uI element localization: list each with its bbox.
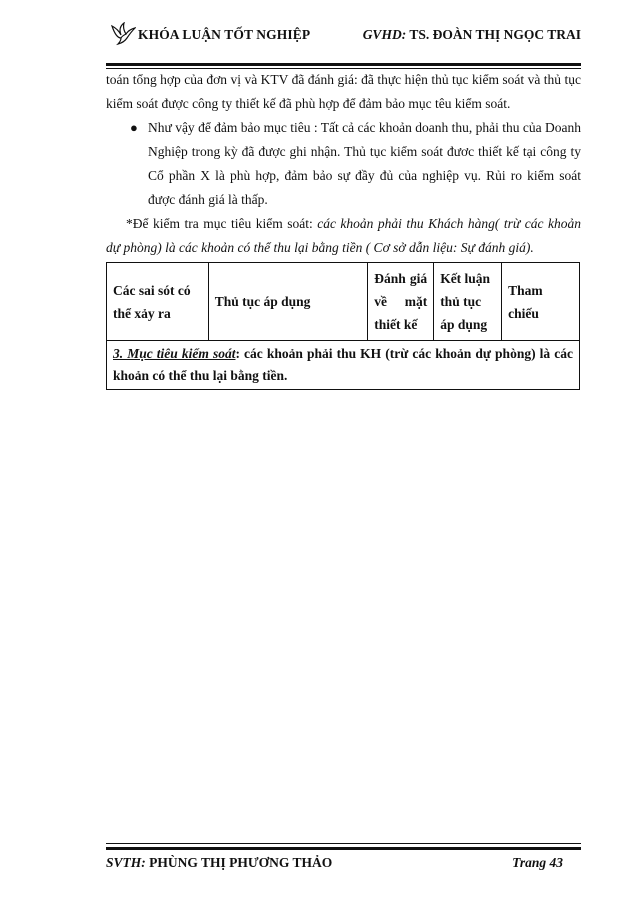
footer-rule-thick xyxy=(106,847,581,850)
note-italic: các khoản phải thu Khách hàng( trừ các khoản dự phòng) là các khoản có thể thu lại bằng tiền ( Cơ sở dẫn liệu: Sự đánh giá). xyxy=(106,216,582,255)
page-footer xyxy=(106,843,581,873)
table-row xyxy=(107,341,580,390)
header-cell-design-eval: Đánh giá về mặt thiết kế xyxy=(368,263,434,341)
author-name: PHÙNG THỊ PHƯƠNG THẢO xyxy=(149,855,333,870)
advisor-label: GVHD: xyxy=(362,27,407,42)
advisor xyxy=(363,27,581,43)
control-procedure-table xyxy=(106,262,580,390)
bullet-text: Như vậy để đảm bảo mục tiêu : Tất cả các khoản doanh thu, phải thu của Doanh Nghiệp trong kỳ đã được ghi nhận. Thủ tục kiểm soát đươc thiết kế tại công ty Cổ phần X là phù hợp, đảm bảo sự đầy đủ của nghiệp vụ. Rủi ro kiểm soát được đánh giá là thấp. xyxy=(148,120,581,207)
thesis-title: KHÓA LUẬN TỐT NGHIỆP xyxy=(138,27,311,42)
advisor-name: TS. ĐOÀN THỊ NGỌC TRAI xyxy=(409,27,581,42)
author-label: SVTH: xyxy=(106,855,146,870)
control-test-note xyxy=(106,212,581,260)
note-prefix: *Để kiểm tra mục tiêu kiểm soát: xyxy=(126,216,318,231)
bullet-dot-icon: ● xyxy=(130,120,138,135)
header-cell-procedure: Thủ tục áp dụng xyxy=(208,263,368,341)
footer-rule-thin xyxy=(106,843,581,844)
header-cell-conclusion: Kết luận thủ tục áp dụng xyxy=(434,263,502,341)
header-rule-thick xyxy=(106,63,581,66)
paragraph-1: toán tổng hợp của đơn vị và KTV đã đánh giá: đã thực hiện thủ tục kiểm soát và thủ tục kiểm soát được công ty thiết kế đã phù hợp để đảm bảo mục têu kiểm soát. xyxy=(106,72,581,111)
page-header xyxy=(106,22,581,52)
author xyxy=(106,855,332,871)
bullet-item xyxy=(106,116,581,212)
header-cell-errors: Các sai sót có thể xảy ra xyxy=(107,263,209,341)
bird-logo-icon xyxy=(110,22,136,46)
objective-cell xyxy=(107,341,580,390)
body-content xyxy=(106,68,581,260)
table-header-row xyxy=(107,263,580,341)
header-cell-reference: Tham chiếu xyxy=(502,263,580,341)
objective-label: 3. Mục tiêu kiểm soát xyxy=(113,346,236,361)
objective-text: : các khoản phải thu KH (trừ các khoản dự phòng) là các khoản có thể thu lại bằng tiền. xyxy=(113,346,573,383)
page-number: Trang 43 xyxy=(512,855,563,870)
